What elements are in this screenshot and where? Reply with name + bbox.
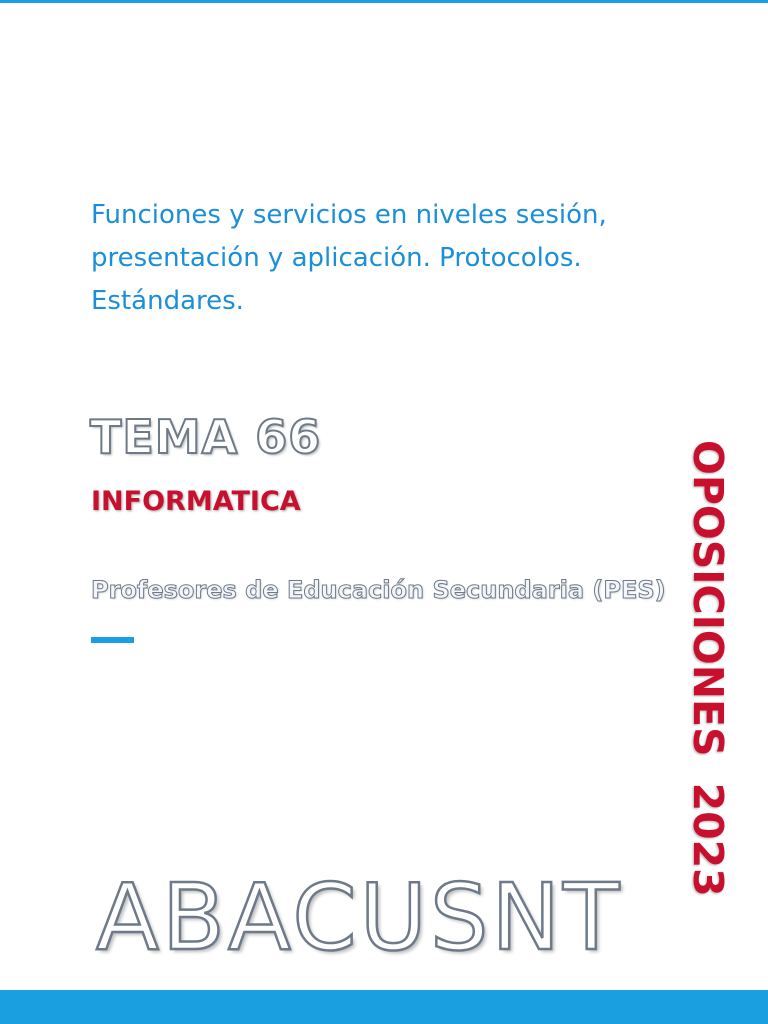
vertical-banner <box>678 440 738 970</box>
tema-title: TEMA 66 <box>90 410 322 464</box>
vertical-banner-text <box>678 440 738 970</box>
top-accent-rule <box>0 0 768 3</box>
accent-dash <box>91 637 134 643</box>
subtitle-line-3: Estándares. <box>91 286 244 316</box>
subtitle-line-2: presentación y aplicación. Protocolos. <box>91 243 582 273</box>
subject-label: INFORMATICA <box>91 486 301 517</box>
vertical-year: 2023 <box>684 782 732 897</box>
audience-label: Profesores de Educación Secundaria (PES) <box>91 576 666 604</box>
topic-subtitle <box>91 194 691 323</box>
subtitle-line-1: Funciones y servicios en niveles sesión, <box>91 200 607 230</box>
bottom-accent-band <box>0 990 768 1024</box>
vertical-word: OPOSICIONES <box>684 440 732 757</box>
brand-name: ABACUSNT <box>96 864 623 971</box>
